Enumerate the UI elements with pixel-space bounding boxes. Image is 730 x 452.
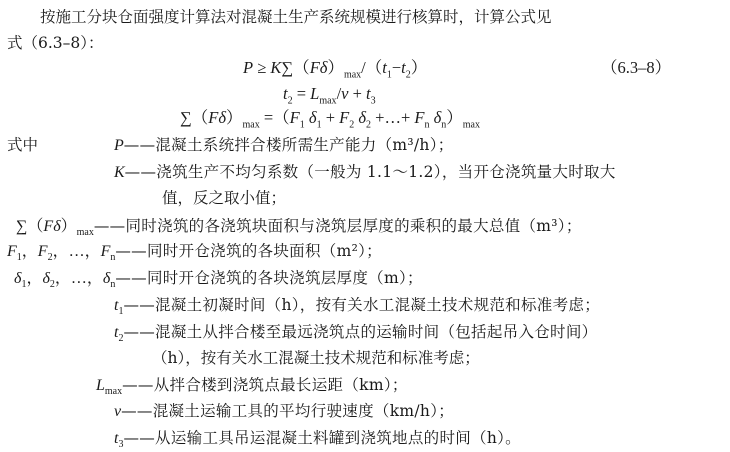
formula-sum: $\sum(F\delta)_{max} =(F_1$ $\delta_1 + F_2$ $\delta_2$ +…+ $F_n$ $\delta_n)_{max}$ [180, 108, 480, 131]
intro-line-2: 式（6.3–8）： [7, 34, 104, 52]
where-label: 式中 [7, 136, 39, 154]
def-K-cont: 值，反之取小值； [162, 189, 287, 207]
def-F: $F_1$，$F_2$，…，$F_n——$同时开仓浇筑的各块面积（m²）； [7, 242, 382, 264]
def-Lmax: $L_{max}——$从拌合楼到浇筑点最长运距（km）； [96, 376, 408, 398]
def-t3: $t_3——$从运输工具吊运混凝土料罐到浇筑地点的时间（h）。 [114, 429, 521, 451]
def-delta: $\delta_1$，$\delta_2$，…，$\delta_n——$同时开仓浇筑的各块浇筑层厚度（m）； [14, 269, 423, 291]
def-t2: $t_2——$混凝土从拌合楼至最远浇筑点的运输时间（包括起吊入仓时间） [114, 323, 598, 345]
intro-line-1: 按施工分块仓面强度计算法对混凝土生产系统规模进行核算时，计算公式见 [40, 8, 552, 26]
def-sum-fd: $\sum(F\delta)_{max}——$同时浇筑的各浇筑块面积与浇筑层厚度的乘积的最大总值（m³）； [16, 217, 582, 239]
formula-6-3-8: $P \ge K\sum(F\delta)_{max}/(t_1-t_2)$ [243, 58, 428, 81]
formula-number: （6.3–8） [601, 58, 672, 77]
def-t2-cont: （h），按有关水工混凝土技术规范和标准考虑； [152, 349, 480, 367]
def-K: K——浇筑生产不均匀系数（一般为 1.1～1.2），当开仓浇筑量大时取大 [114, 163, 616, 181]
def-t1: $t_1——$混凝土初凝时间（h），按有关水工混凝土技术规范和标准考虑； [114, 296, 600, 318]
formula-t2: $t_2 = L_{max}/v + t_3$ [283, 84, 376, 107]
def-v: v——混凝土运输工具的平均行驶速度（km/h）； [114, 402, 455, 420]
def-P: P——混凝土系统拌合楼所需生产能力（m³/h）； [114, 136, 454, 154]
